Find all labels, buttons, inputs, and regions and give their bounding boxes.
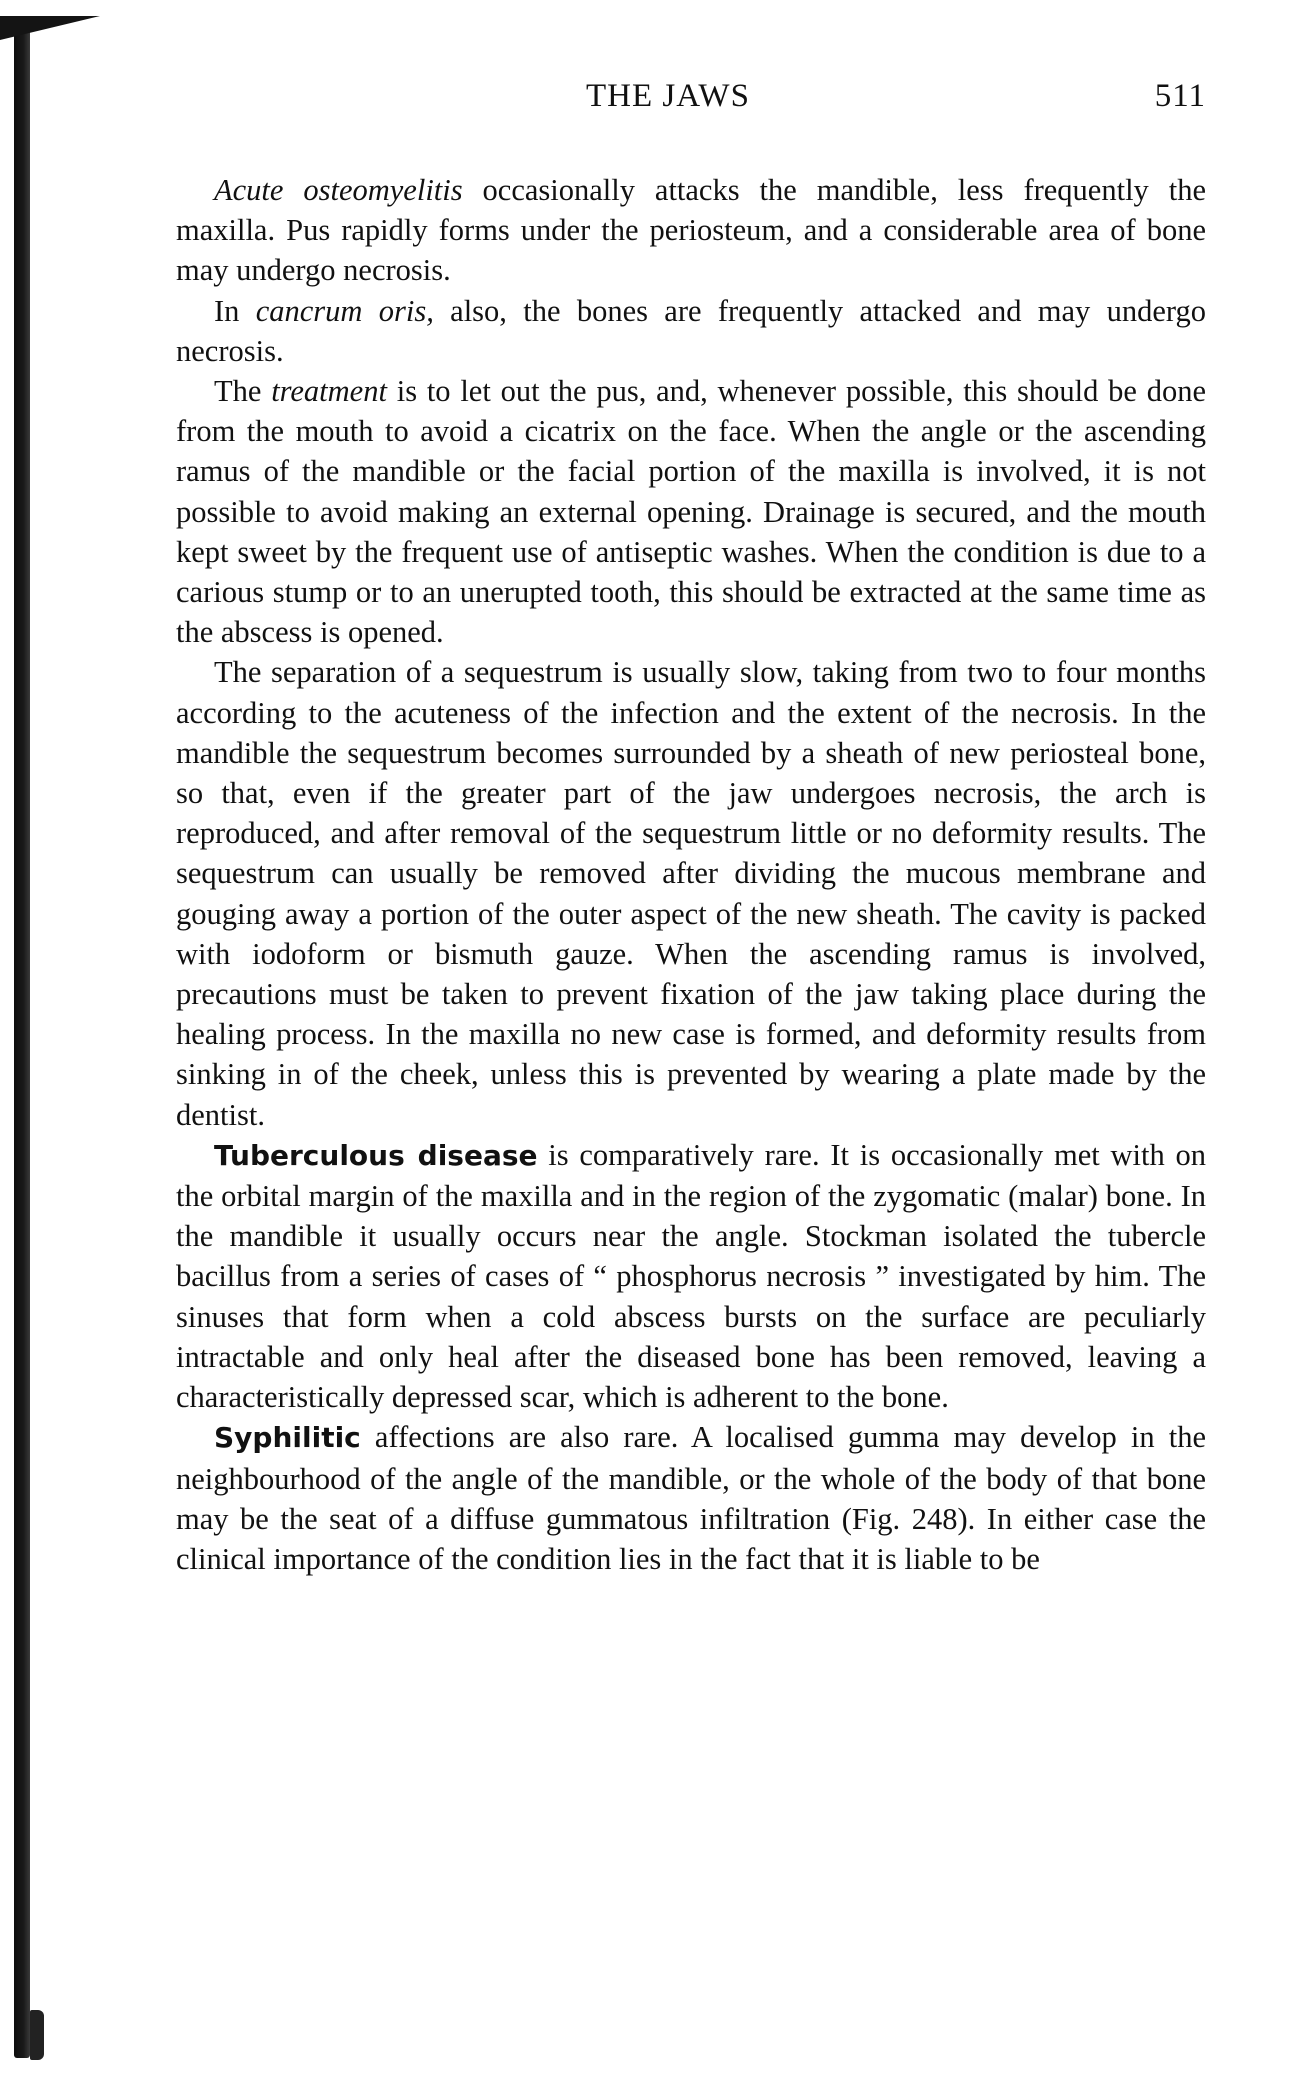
binding-edge	[14, 28, 30, 2058]
binding-flare	[0, 16, 100, 40]
paragraph-text: occasionally attacks the mandible, less frequently the maxilla. Pus rapidly forms under the periosteum, and a considerable area of bone may undergo necrosis.	[176, 173, 1206, 288]
body-text	[176, 170, 1206, 1579]
term-syphilitic: Syphilitic	[214, 1421, 361, 1455]
paragraph-treatment	[176, 371, 1206, 652]
paragraph-acute-osteomyelitis	[176, 170, 1206, 291]
paragraph-text: affections are also rare. A localised gumma may develop in the neighbourhood of the angle of the mandible, or the whole of the body of that bone may be the seat of a diffuse gummatous infiltration (Fig. 248). In either case the clinical importance of the condition lies in the fact that it is liable to be	[176, 1420, 1206, 1576]
term-acute-osteomyelitis: Acute osteomyelitis	[214, 173, 463, 207]
running-head	[176, 78, 1206, 122]
binding-foot	[30, 2010, 44, 2060]
term-treatment: treatment	[271, 374, 387, 409]
paragraph-sequestrum	[176, 652, 1206, 1134]
paragraph-text: also, the bones are frequently attacked and may undergo necrosis.	[176, 293, 1206, 368]
paragraph-text: In	[214, 293, 256, 328]
paragraph-text: is to let out the pus, and, whenever possible, this should be done from the mouth to avoid a cicatrix on the face. When the angle or the ascending ramus of the mandible or the facial portion of the maxilla is involved, it is not possible to avoid making an external opening. Drainage is secured, and the mouth kept sweet by the frequent use of antiseptic washes. When the condition is due to a carious stump or to an unerupted tooth, this should be extracted at the same time as the abscess is opened.	[176, 374, 1206, 650]
running-title: THE JAWS	[586, 78, 750, 114]
paragraph-text: is comparatively rare. It is occasionally met with on the orbital margin of the maxilla and in the region of the zygomatic (malar) bone. In the mandible it usually occurs near the angle. Stockman isolated the tubercle bacillus from a series of cases of “ phosphorus necrosis ” investigated by him. The sinuses that form when a cold abscess bursts on the surface are peculiarly intractable and only heal after the diseased bone has been removed, leaving a characteristically depressed scar, which is adherent to the bone.	[176, 1137, 1207, 1415]
page-number: 511	[1154, 78, 1206, 114]
paragraph-text: The separation of a sequestrum is usually slow, taking from two to four months according to the acuteness of the infection and the extent of the necrosis. In the mandible the sequestrum becomes surrounded by a sheath of new periosteal bone, so that, even if the greater part of the jaw undergoes necrosis, the arch is reproduced, and after removal of the sequestrum little or no deformity results. The sequestrum can usually be removed after dividing the mucous membrane and gouging away a portion of the outer aspect of the new sheath. The cavity is packed with iodoform or bismuth gauze. When the ascending ramus is involved, precautions must be taken to prevent fixation of the jaw taking place during the healing process. In the maxilla no new case is formed, and deformity results from sinking in of the cheek, unless this is prevented by wearing a plate made by the dentist.	[176, 655, 1206, 1132]
paragraph-tuberculous-disease	[176, 1135, 1206, 1417]
paragraph-text: The	[214, 374, 272, 409]
paragraph-syphilitic	[176, 1417, 1206, 1579]
term-cancrum-oris: cancrum oris,	[255, 293, 434, 328]
paragraph-cancrum-oris	[176, 291, 1206, 371]
term-tuberculous-disease: Tuberculous disease	[214, 1138, 538, 1172]
